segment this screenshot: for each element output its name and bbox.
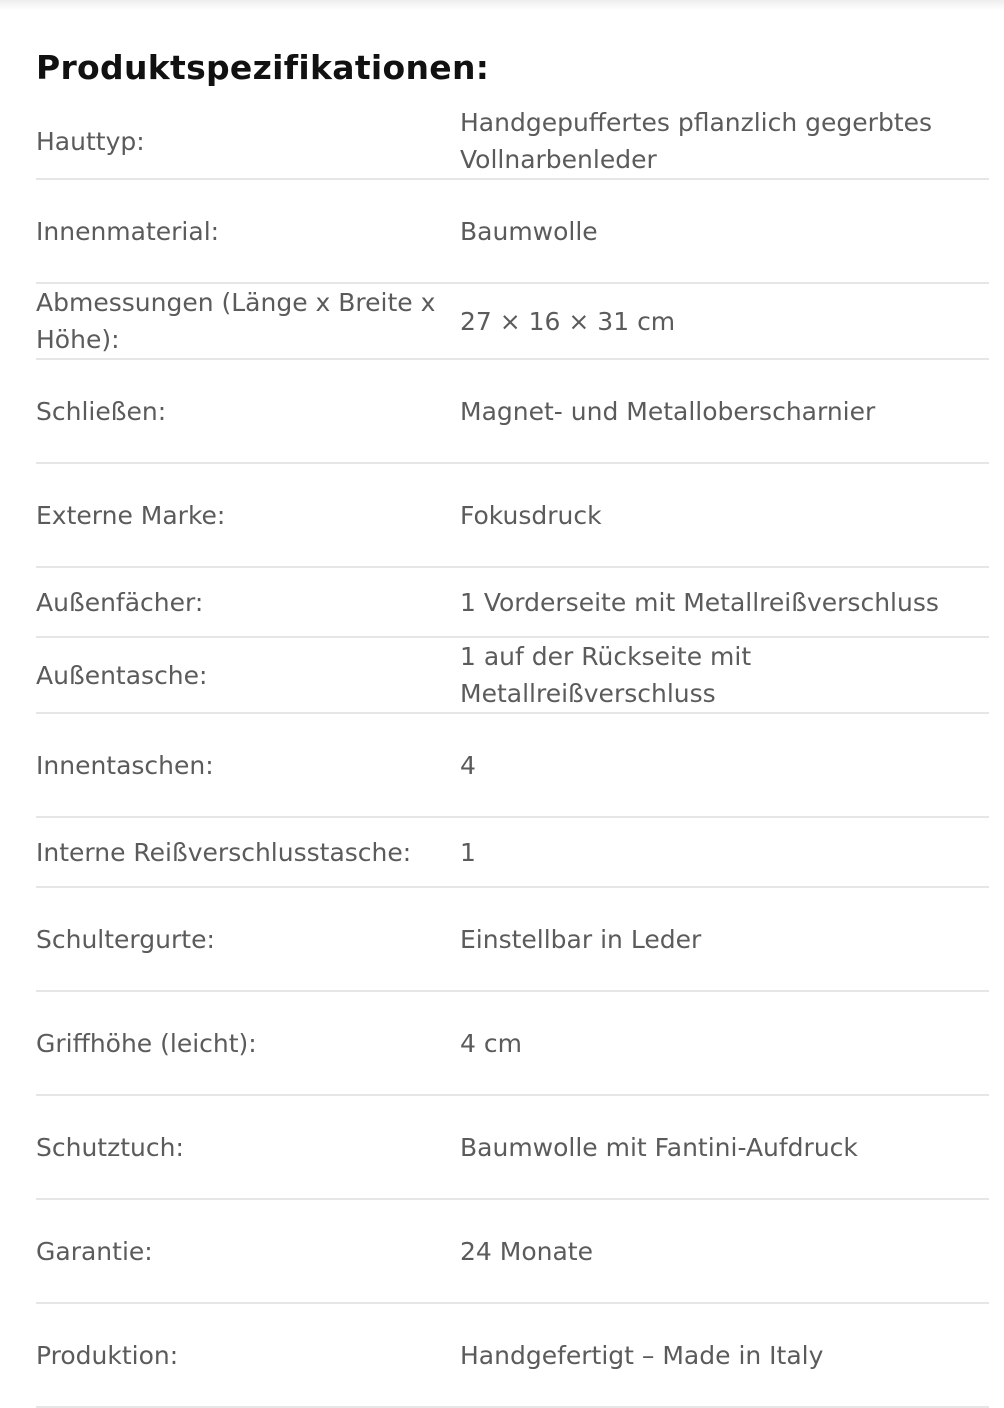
spec-label: Außentasche: [36, 660, 208, 690]
spec-table [36, 104, 989, 1408]
spec-row-innentaschen [36, 713, 989, 817]
spec-value: 4 cm [460, 1028, 522, 1058]
spec-label: Interne Reißverschlusstasche: [36, 837, 412, 867]
section-title: Produktspezifikationen: [36, 48, 490, 87]
spec-value: Einstellbar in Leder [460, 924, 702, 954]
spec-value: 4 [460, 750, 476, 780]
spec-label: Schließen: [36, 396, 167, 426]
spec-row-schultergurte [36, 887, 989, 991]
spec-row-abmessungen [36, 283, 989, 359]
spec-row-garantie [36, 1199, 989, 1303]
spec-label: Innentaschen: [36, 750, 214, 780]
spec-value: 27 × 16 × 31 cm [460, 306, 676, 336]
spec-row-externe-marke [36, 463, 989, 567]
spec-label: Produktion: [36, 1340, 179, 1370]
spec-label: Abmessungen (Länge x Breite x Höhe): [36, 288, 436, 354]
spec-label: Schultergurte: [36, 924, 215, 954]
spec-row-interne-reissverschlusstasche [36, 817, 989, 887]
spec-row-griffhoehe [36, 991, 989, 1095]
spec-value: Handgefertigt – Made in Italy [460, 1340, 824, 1370]
product-specifications-section [36, 0, 969, 1408]
spec-value: 1 [460, 837, 476, 867]
spec-label: Externe Marke: [36, 500, 226, 530]
spec-value: Baumwolle [460, 216, 598, 246]
spec-row-innenmaterial [36, 179, 989, 283]
spec-label: Griffhöhe (leicht): [36, 1028, 257, 1058]
spec-row-aussentasche [36, 637, 989, 713]
spec-row-produktion [36, 1303, 989, 1407]
spec-value: Baumwolle mit Fantini-Aufdruck [460, 1132, 858, 1162]
spec-value: Fokusdruck [460, 500, 602, 530]
spec-label: Außenfächer: [36, 587, 204, 617]
spec-label: Garantie: [36, 1236, 153, 1266]
spec-value: 1 auf der Rückseite mit Metallreißverschluss [460, 642, 752, 708]
spec-row-schliessen [36, 359, 989, 463]
spec-value: Handgepuffertes pflanzlich gegerbtes Vollnarbenleder [460, 108, 933, 174]
spec-label: Schutztuch: [36, 1132, 184, 1162]
spec-row-schutztuch [36, 1095, 989, 1199]
spec-label: Hauttyp: [36, 126, 145, 156]
spec-label: Innenmaterial: [36, 216, 220, 246]
spec-value: 24 Monate [460, 1236, 593, 1266]
spec-value: Magnet- und Metalloberscharnier [460, 396, 876, 426]
spec-row-aussenfaecher [36, 567, 989, 637]
spec-value: 1 Vorderseite mit Metallreißverschluss [460, 587, 939, 617]
spec-row-hauttyp [36, 104, 989, 179]
